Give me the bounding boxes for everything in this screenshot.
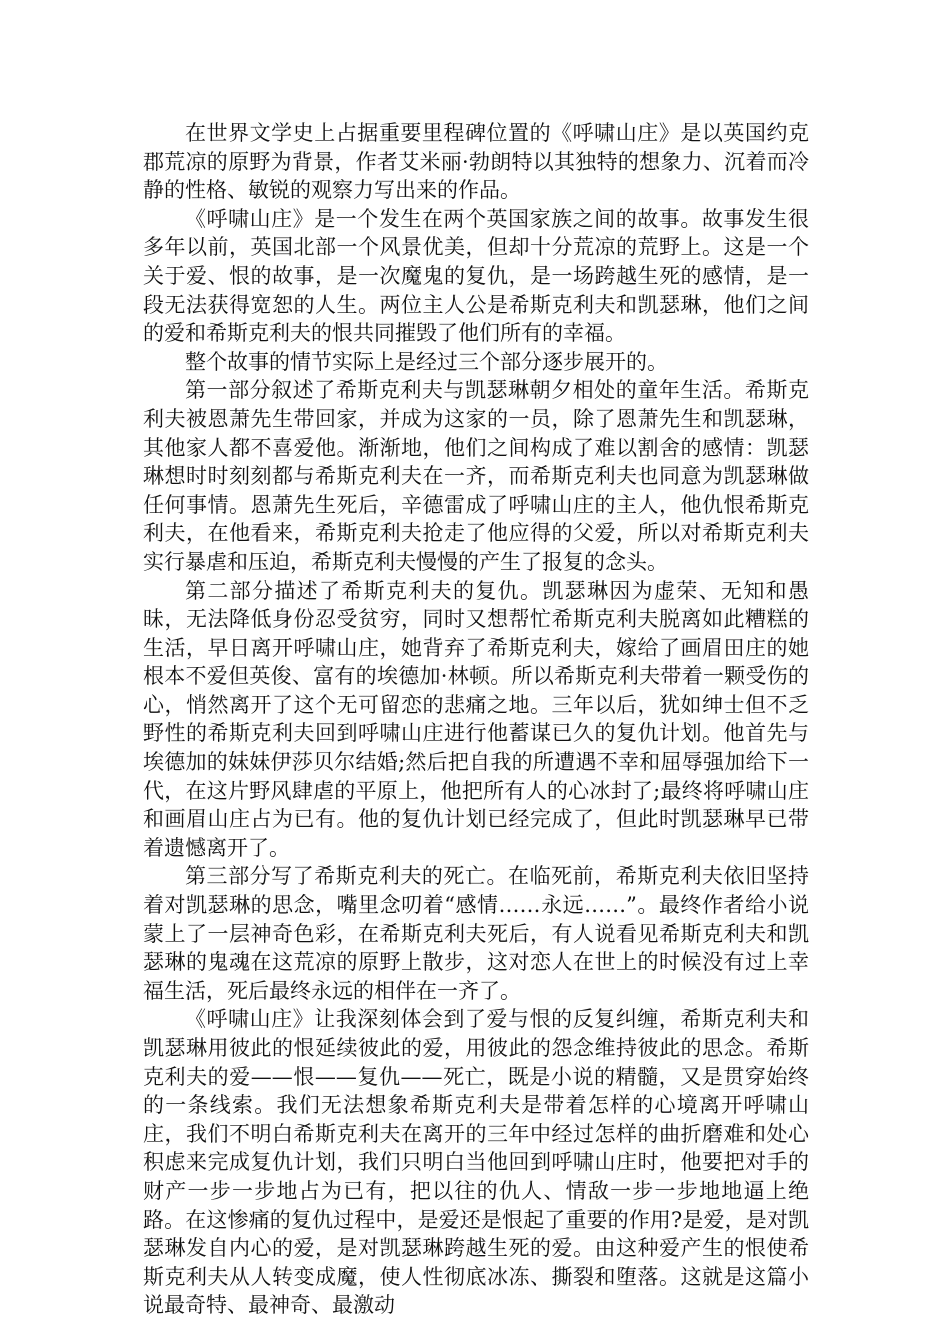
paragraph-part-two: 第二部分描述了希斯克利夫的复仇。凯瑟琳因为虚荣、无知和愚昧，无法降低身份忍受贫穷，同时又想帮忙希斯克利夫脱离如此糟糕的生活，早日离开呼啸山庄，她背弃了希斯克利夫，嫁给了画眉田庄的她根本不爱但英俊、富有的埃德加·林顿。所以希斯克利夫带着一颗受伤的心，悄然离开了这个无可留恋的悲痛之地。三年以后，犹如绅士但不乏野性的希斯克利夫回到呼啸山庄进行他蓄谋已久的复仇计划。他首先与埃德加的妹妹伊莎贝尔结婚;然后把自我的所遭遇不幸和屈辱强加给下一代，在这片野风肆虐的平原上，他把所有人的心冰封了;最终将呼啸山庄和画眉山庄占为已有。他的复仇计划已经完成了，但此时凯瑟琳早已带着遗憾离开了。 <box>143 578 809 860</box>
paragraph-story-summary: 《呼啸山庄》是一个发生在两个英国家族之间的故事。故事发生很多年以前，英国北部一个风景优美，但却十分荒凉的荒野上。这是一个关于爱、恨的故事，是一次魔鬼的复仇，是一场跨越生死的感情，是一段无法获得宽恕的人生。两位主人公是希斯克利夫和凯瑟琳，他们之间的爱和希斯克利夫的恨共同摧毁了他们所有的幸福。 <box>143 206 809 346</box>
paragraph-intro: 在世界文学史上占据重要里程碑位置的《呼啸山庄》是以英国约克郡荒凉的原野为背景，作者艾米丽·勃朗特以其独特的想象力、沉着而冷静的性格、敏锐的观察力写出来的作品。 <box>143 121 809 203</box>
paragraph-structure: 整个故事的情节实际上是经过三个部分逐步展开的。 <box>185 349 668 374</box>
document-page <box>143 119 809 1320</box>
paragraph-part-three: 第三部分写了希斯克利夫的死亡。在临死前，希斯克利夫依旧坚持着对凯瑟琳的思念，嘴里念叨着“感情……永远……”。最终作者给小说蒙上了一层神奇色彩，在希斯克利夫死后，有人说看见希斯克利夫和凯瑟琳的鬼魂在这荒凉的原野上散步，这对恋人在世上的时候没有过上幸福生活，死后最终永远的相伴在一齐了。 <box>143 864 809 1003</box>
paragraph-part-one: 第一部分叙述了希斯克利夫与凯瑟琳朝夕相处的童年生活。希斯克利夫被恩萧先生带回家，并成为这家的一员，除了恩萧先生和凯瑟琳，其他家人都不喜爱他。渐渐地，他们之间构成了难以割舍的感情：凯瑟琳想时时刻刻都与希斯克利夫在一齐，而希斯克利夫也同意为凯瑟琳做任何事情。恩萧先生死后，辛德雷成了呼啸山庄的主人，他仇恨希斯克利夫，在他看来，希斯克利夫抢走了他应得的父爱，所以对希斯克利夫实行暴虐和压迫，希斯克利夫慢慢的产生了报复的念头。 <box>143 378 809 574</box>
paragraph-reflection: 《呼啸山庄》让我深刻体会到了爱与恨的反复纠缠，希斯克利夫和凯瑟琳用彼此的恨延续彼此的爱，用彼此的怨念维持彼此的思念。希斯克利夫的爱——恨——复仇——死亡，既是小说的精髓，又是贯穿始终的一条线索。我们无法想象希斯克利夫是带着怎样的心境离开呼啸山庄，我们不明白希斯克利夫在离开的三年中经过怎样的曲折磨难和处心积虑来完成复仇计划，我们只明白当他回到呼啸山庄时，他要把对手的财产一步一步地占为已有，把以往的仇人、情敌一步一步地地逼上绝路。在这惨痛的复仇过程中，是爱还是恨起了重要的作用?是爱，是对凯瑟琳发自内心的爱，是对凯瑟琳跨越生死的爱。由这种爱产生的恨使希斯克利夫从人转变成魔，使人性彻底冰冻、撕裂和堕落。这就是这篇小说最奇特、最神奇、最激动 <box>143 1007 809 1318</box>
